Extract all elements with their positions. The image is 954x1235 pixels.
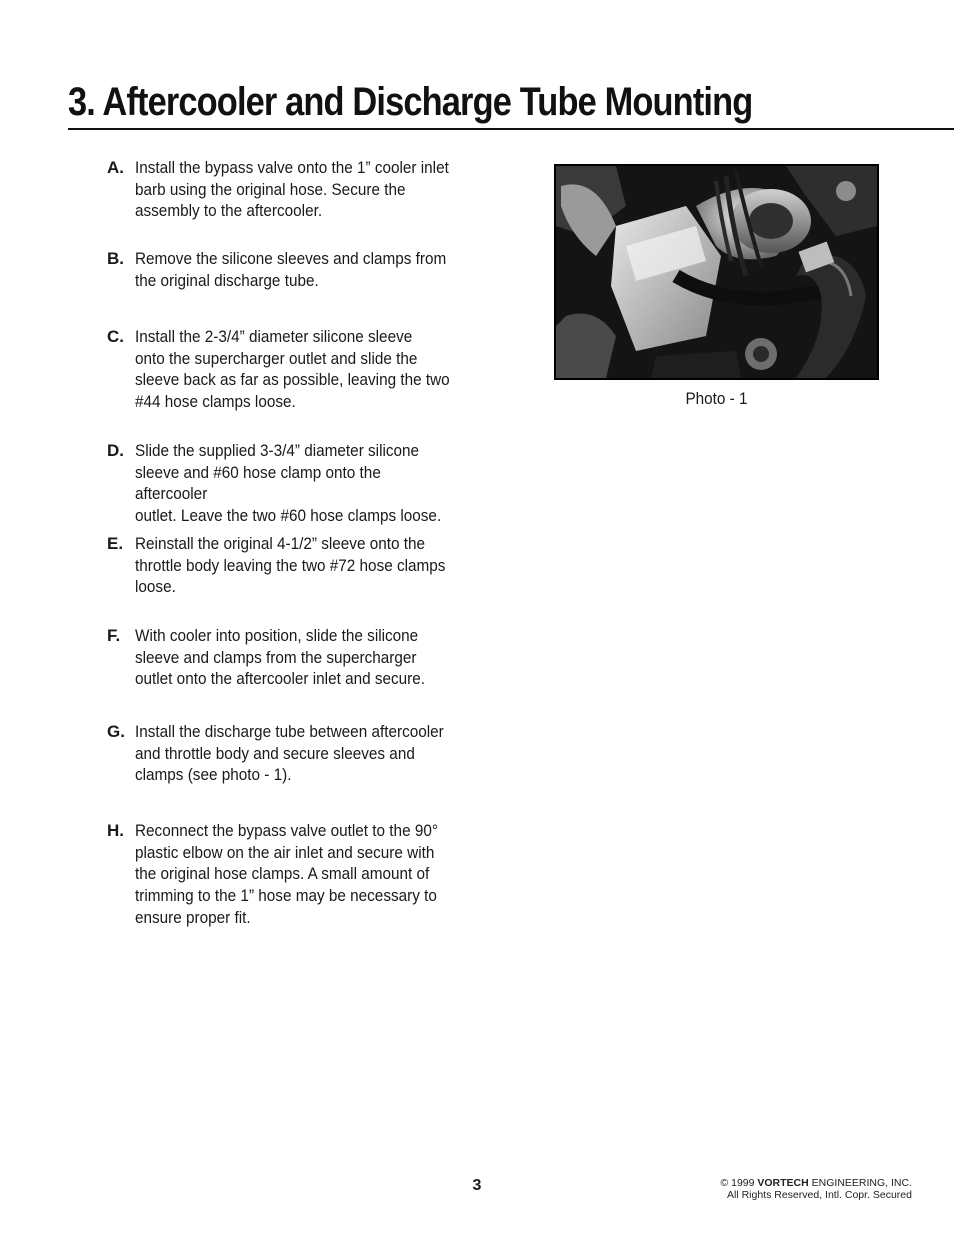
engine-photo-illustration	[556, 166, 877, 378]
step-a	[107, 157, 487, 222]
copyright-line	[720, 1177, 912, 1189]
copyright-brand: VORTECH	[757, 1177, 809, 1189]
page-title: 3. Aftercooler and Discharge Tube Mounting	[68, 80, 753, 124]
step-letter: B.	[107, 249, 124, 268]
step-text: Install the bypass valve onto the 1” cooler inlet barb using the original hose. Secure the assembly to the aftercooler.	[135, 158, 449, 221]
rights-line: All Rights Reserved, Intl. Copr. Secured	[726, 1189, 912, 1201]
step-letter: E.	[107, 534, 124, 553]
step-text: With cooler into position, slide the silicone sleeve and clamps from the supercharger outlet onto the aftercooler inlet and secure.	[135, 626, 426, 689]
step-letter: F.	[107, 626, 121, 645]
step-text: Remove the silicone sleeves and clamps from the original discharge tube.	[135, 249, 447, 290]
step-b	[107, 248, 487, 291]
step-text: Slide the supplied 3-3/4” diameter silicone sleeve and #60 hose clamp onto the aftercooler outlet. Leave the two #60 hose clamps loose.	[135, 441, 442, 526]
step-d	[107, 440, 487, 527]
step-e	[107, 533, 487, 598]
copyright-suffix: ENGINEERING, INC.	[808, 1177, 912, 1189]
step-letter: H.	[107, 821, 124, 840]
engine-bay-photo	[554, 164, 879, 380]
page-number: 3	[472, 1177, 482, 1194]
step-letter: A.	[107, 158, 124, 177]
step-g	[107, 721, 487, 786]
step-text: Install the 2-3/4” diameter silicone sleeve onto the supercharger outlet and slide the sleeve back as far as possible, leaving the two #44 hose clamps loose.	[135, 327, 450, 412]
step-h	[107, 820, 487, 929]
step-c	[107, 326, 487, 413]
step-f	[107, 625, 487, 690]
copyright-prefix: © 1999	[720, 1177, 758, 1189]
step-letter: D.	[107, 441, 124, 460]
step-text: Reinstall the original 4-1/2” sleeve onto the throttle body leaving the two #72 hose clamps loose.	[135, 534, 446, 597]
title-divider	[68, 128, 954, 130]
copyright-notice	[720, 1177, 912, 1201]
step-letter: C.	[107, 327, 124, 346]
step-text: Install the discharge tube between aftercooler and throttle body and secure sleeves and clamps (see photo - 1).	[135, 722, 444, 785]
step-letter: G.	[107, 722, 125, 741]
step-text: Reconnect the bypass valve outlet to the 90° plastic elbow on the air inlet and secure with the original hose clamps. A small amount of trimming to the 1” hose may be necessary to ensure proper fit.	[135, 821, 438, 927]
photo-caption: Photo - 1	[685, 389, 748, 408]
